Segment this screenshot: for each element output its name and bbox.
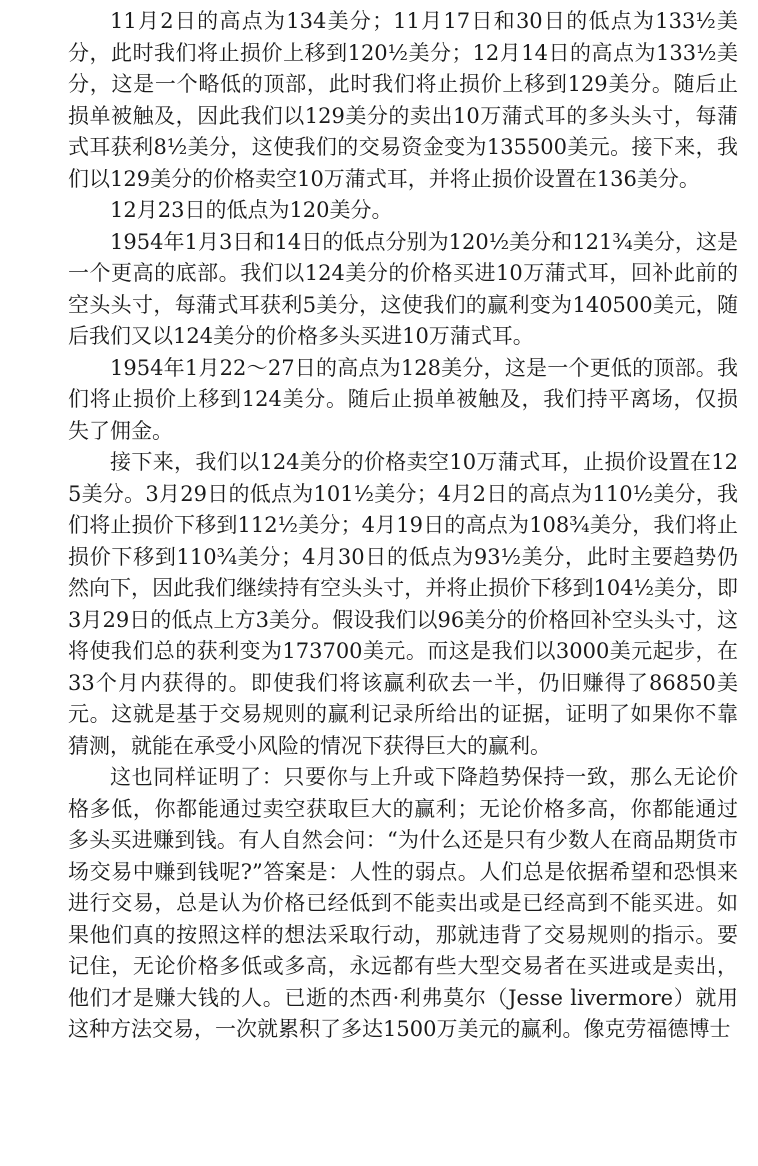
paragraph-3: 1954年1月3日和14日的低点分别为120½美分和121¾美分，这是一个更高的底部。我们以124美分的价格买进10万蒲式耳，回补此前的空头头寸，每蒲式耳获利5美分，这使我们的赢利变为140500美元，随后我们又以124美分的价格多头买进10万蒲式耳。 [68,229,738,348]
paragraph-6: 这也同样证明了：只要你与上升或下降趋势保持一致，那么无论价格多低，你都能通过卖空获取巨大的赢利；无论价格多高，你都能通过多头买进赚到钱。有人自然会问：“为什么还是只有少数人在商品期货市场交易中赚到钱呢?”答案是：人性的弱点。人们总是依据希望和恐惧来进行交易，总是认为价格已经低到不能卖出或是已经高到不能买进。如果他们真的按照这样的想法采取行动，那就违背了交易规则的指示。要记住，无论价格多低或多高，永远都有些大型交易者在买进或是卖出，他们才是赚大钱的人。已逝的杰西·利弗莫尔（Jesse livermore）就用这种方法交易，一次就累积了多达1500万美元的赢利。像克劳福德博士 [68,765,738,1041]
paragraph-4: 1954年1月22～27日的高点为128美分，这是一个更低的顶部。我们将止损价上移到124美分。随后止损单被触及，我们持平离场，仅损失了佣金。 [68,355,738,443]
paragraph-2: 12月23日的低点为120美分。 [110,198,393,222]
paragraph-1: 11月2日的高点为134美分；11月17日和30日的低点为133½美分，此时我们将止损价上移到120½美分；12月14日的高点为133½美分，这是一个略低的顶部，此时我们将止损价上移到129美分。随后止损单被触及，因此我们以129美分的卖出10万蒲式耳的多头头寸，每蒲式耳获利8½美分，这使我们的交易资金变为135500美元。接下来，我们以129美分的价格卖空10万蒲式耳，并将止损价设置在136美分。 [68,9,738,191]
paragraph-5: 接下来，我们以124美分的价格卖空10万蒲式耳，止损价设置在125美分。3月29日的低点为101½美分；4月2日的高点为110½美分，我们将止损价下移到112½美分；4月19日的高点为108¾美分，我们将止损价下移到110¾美分；4月30日的低点为93½美分，此时主要趋势仍然向下，因此我们继续持有空头头寸，并将止损价下移到104½美分，即3月29日的低点上方3美分。假设我们以96美分的价格回补空头头寸，这将使我们总的获利变为173700美元。而这是我们以3000美元起步，在33个月内获得的。即使我们将该赢利砍去一半，仍旧赚得了86850美元。这就是基于交易规则的赢利记录所给出的证据，证明了如果你不靠猜测，就能在承受小风险的情况下获得巨大的赢利。 [68,450,738,758]
